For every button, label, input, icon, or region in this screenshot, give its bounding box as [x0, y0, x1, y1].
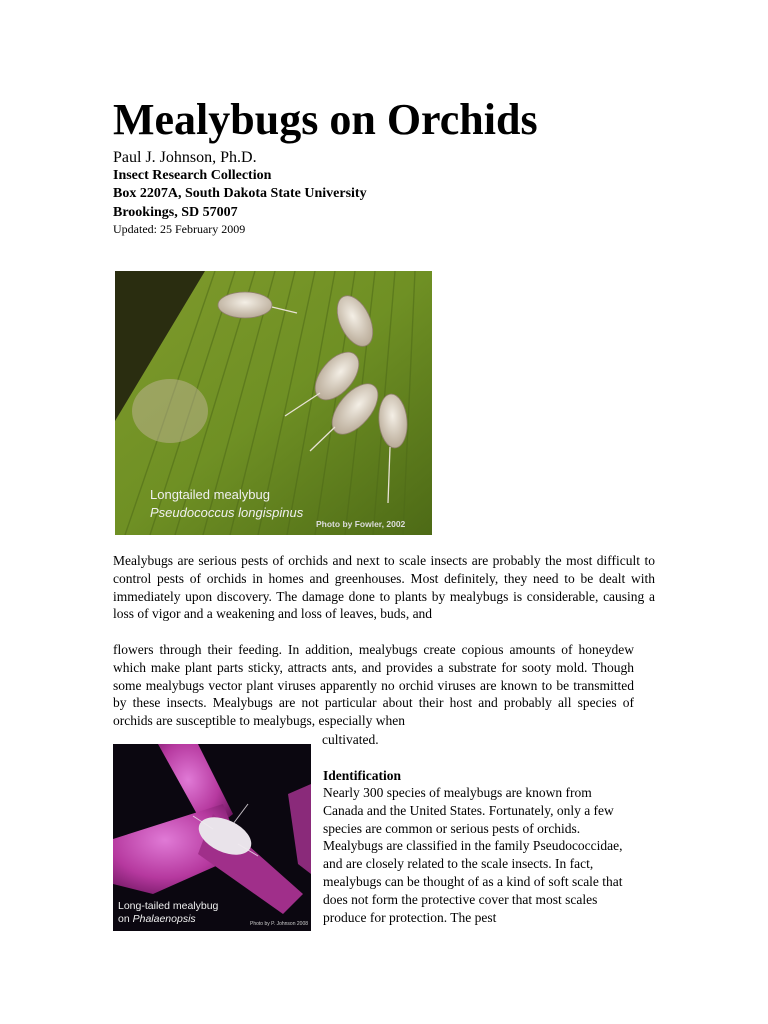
- author-name: Paul J. Johnson, Ph.D.: [113, 149, 257, 166]
- photo-caption-common-name: Longtailed mealybug: [150, 487, 270, 502]
- affiliation-line: Box 2207A, South Dakota State University: [113, 186, 367, 201]
- body-paragraph: cultivated.: [322, 732, 379, 747]
- page-title: Mealybugs on Orchids: [113, 95, 538, 144]
- mealybug-leaf-photo: [115, 271, 432, 535]
- affiliation-line: Brookings, SD 57007: [113, 205, 238, 220]
- photo-caption-species: Pseudococcus longispinus: [150, 505, 304, 520]
- caption-prefix: on: [118, 913, 133, 925]
- photo-caption-line: Long-tailed mealybug: [118, 900, 219, 912]
- caption-host-genus: Phalaenopsis: [132, 913, 196, 925]
- updated-date: Updated: 25 February 2009: [113, 222, 246, 236]
- mealybug-orchid-photo: [113, 744, 311, 931]
- body-paragraph: Nearly 300 species of mealybugs are known from Canada and the United States. Fortunately, only a few species are common or serious pests of orchids. Mealybugs are classified in the family Pseudococcidae, and are closely related to the scale insects. In fact, mealybugs can be thought of as a kind of soft scale that does not form the protective cover that most scales produce for protection. The pest: [323, 785, 623, 925]
- section-heading-identification: Identification: [323, 768, 402, 783]
- body-paragraph: Mealybugs are serious pests of orchids and next to scale insects are probably the most difficult to control pests of orchids in homes and greenhouses. Most definitely, they need to be dealt with immediately upon discovery. The damage done to plants by mealybugs is considerable, causing a loss of vigor and a weakening and loss of leaves, buds, and: [113, 553, 655, 622]
- photo-credit: Photo by Fowler, 2002: [316, 519, 406, 529]
- photo-credit: Photo by P. Johnson 2008: [250, 921, 309, 927]
- photo-caption-host: [118, 913, 196, 925]
- body-paragraph: flowers through their feeding. In addition, mealybugs create copious amounts of honeydew which make plant parts sticky, attracts ants, and provides a substrate for sooty mold. Though some mealybugs vector plant viruses apparently no orchid viruses are known to be transmitted by these insects. Mealybugs are not particular about their host and probably all species of orchids are susceptible to mealybugs, especially when: [113, 642, 634, 729]
- affiliation-line: Insect Research Collection: [113, 168, 272, 183]
